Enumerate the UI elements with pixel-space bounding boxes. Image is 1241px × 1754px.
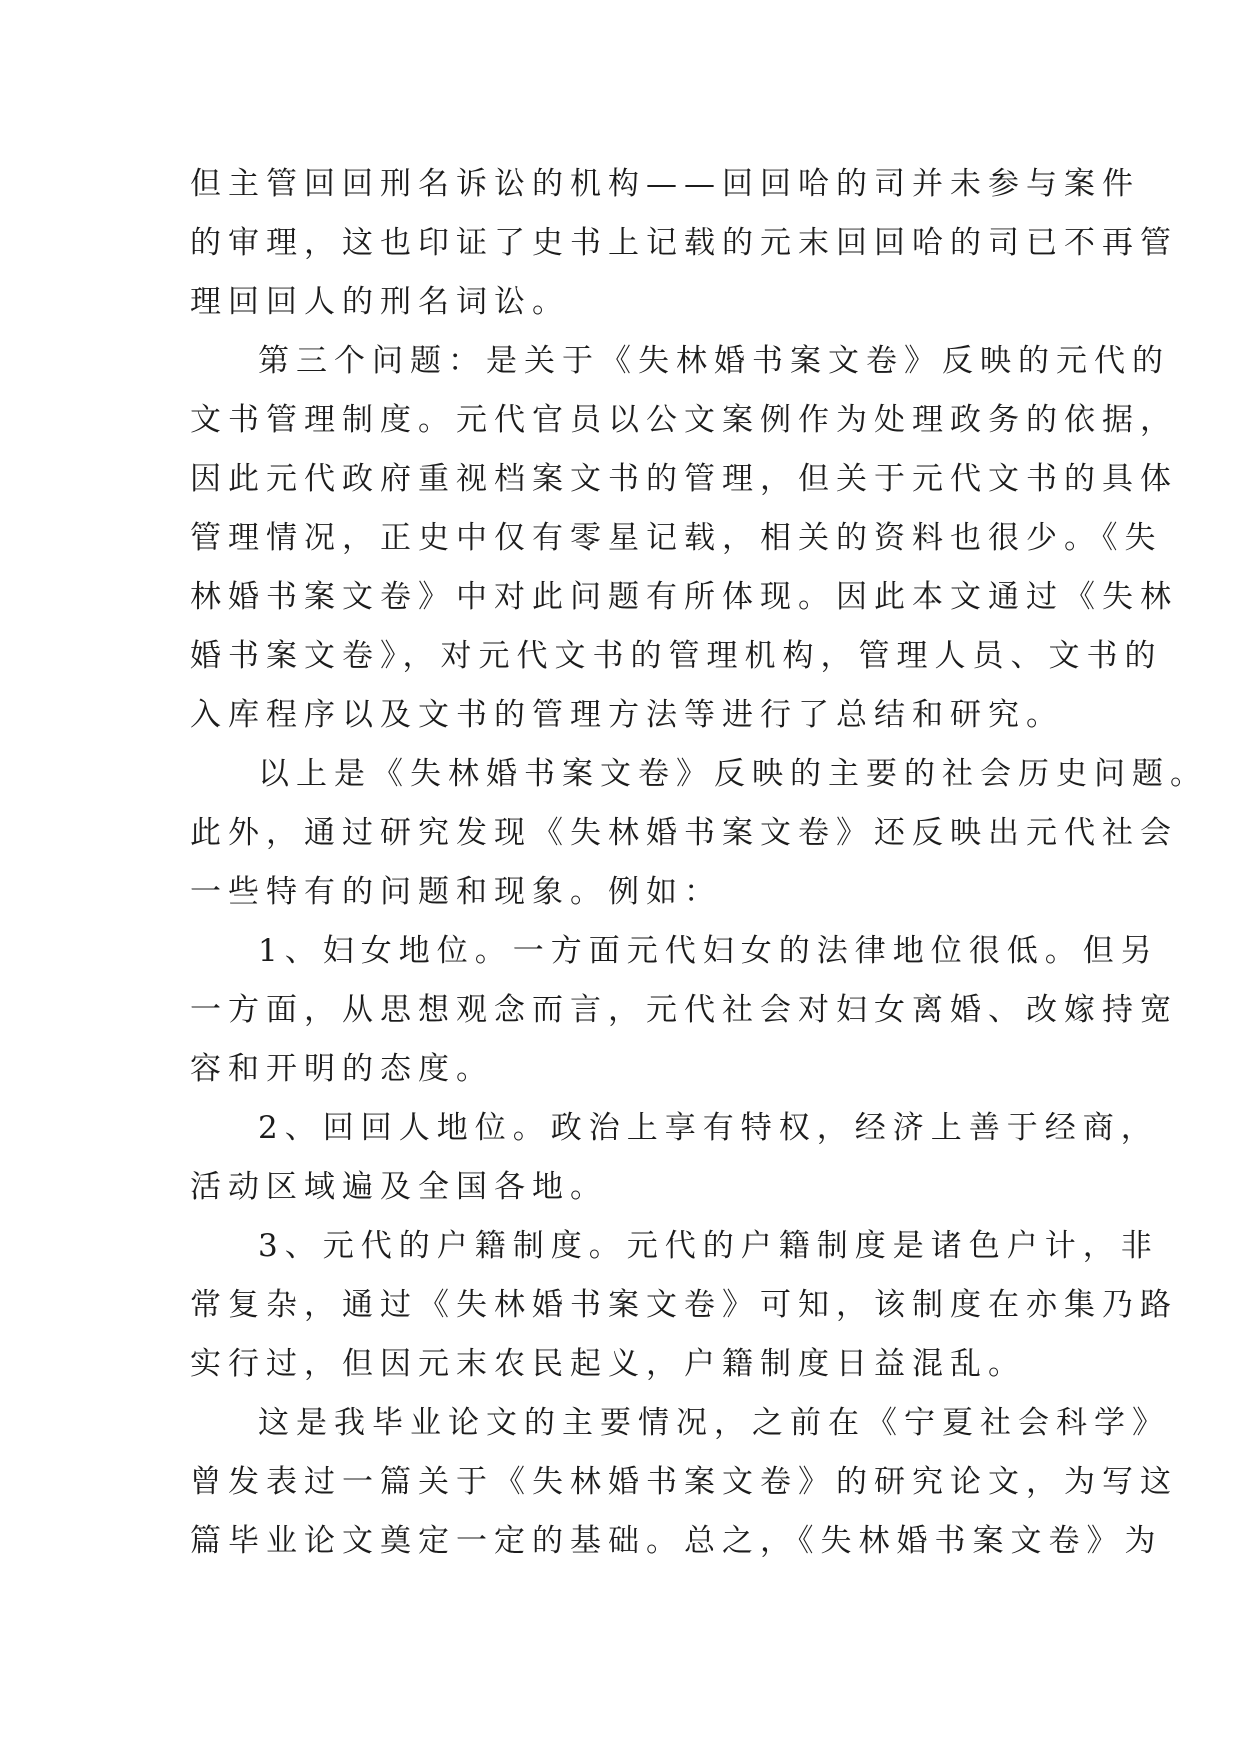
text-line: 活动区域遍及全国各地。 bbox=[190, 1169, 608, 1205]
text-line: 一方面，从思想观念而言，元代社会对妇女离婚、改嫁持宽 bbox=[190, 992, 1178, 1028]
text-line: 容和开明的态度。 bbox=[190, 1051, 494, 1087]
body-text bbox=[190, 155, 1208, 1571]
text-line: 实行过，但因元末农民起义，户籍制度日益混乱。 bbox=[190, 1346, 1026, 1382]
paragraph-first-line: 这是我毕业论文的主要情况，之前在《宁夏社会科学》 bbox=[258, 1405, 1170, 1441]
list-item-2: 2、回回人地位。政治上享有特权，经济上善于经商， bbox=[258, 1110, 1159, 1146]
text-line: 但主管回回刑名诉讼的机构——回回哈的司并未参与案件 bbox=[190, 166, 1140, 202]
text-line: 林婚书案文卷》中对此问题有所体现。因此本文通过《失林 bbox=[190, 579, 1178, 615]
list-item-1: 1、妇女地位。一方面元代妇女的法律地位很低。但另 bbox=[258, 933, 1159, 969]
text-line: 的审理，这也印证了史书上记载的元末回回哈的司已不再管 bbox=[190, 225, 1178, 261]
text-line: 因此元代政府重视档案文书的管理，但关于元代文书的具体 bbox=[190, 461, 1178, 497]
text-line: 一些特有的问题和现象。例如： bbox=[190, 874, 722, 910]
text-line: 常复杂，通过《失林婚书案文卷》可知，该制度在亦集乃路 bbox=[190, 1287, 1178, 1323]
text-line: 篇毕业论文奠定一定的基础。总之，《失林婚书案文卷》为 bbox=[190, 1523, 1163, 1559]
text-line: 管理情况，正史中仅有零星记载，相关的资料也很少。《失 bbox=[190, 520, 1163, 556]
text-line: 曾发表过一篇关于《失林婚书案文卷》的研究论文，为写这 bbox=[190, 1464, 1178, 1500]
text-line: 文书管理制度。元代官员以公文案例作为处理政务的依据， bbox=[190, 402, 1178, 438]
list-item-3: 3、元代的户籍制度。元代的户籍制度是诸色户计，非 bbox=[258, 1228, 1159, 1264]
text-line: 此外，通过研究发现《失林婚书案文卷》还反映出元代社会 bbox=[190, 815, 1178, 851]
paragraph-first-line: 以上是《失林婚书案文卷》反映的主要的社会历史问题。 bbox=[258, 756, 1208, 792]
text-line: 理回回人的刑名词讼。 bbox=[190, 284, 570, 320]
text-line: 入库程序以及文书的管理方法等进行了总结和研究。 bbox=[190, 697, 1064, 733]
paragraph-first-line: 第三个问题：是关于《失林婚书案文卷》反映的元代的 bbox=[258, 343, 1170, 379]
text-line: 婚书案文卷》，对元代文书的管理机构，管理人员、文书的 bbox=[190, 638, 1163, 674]
